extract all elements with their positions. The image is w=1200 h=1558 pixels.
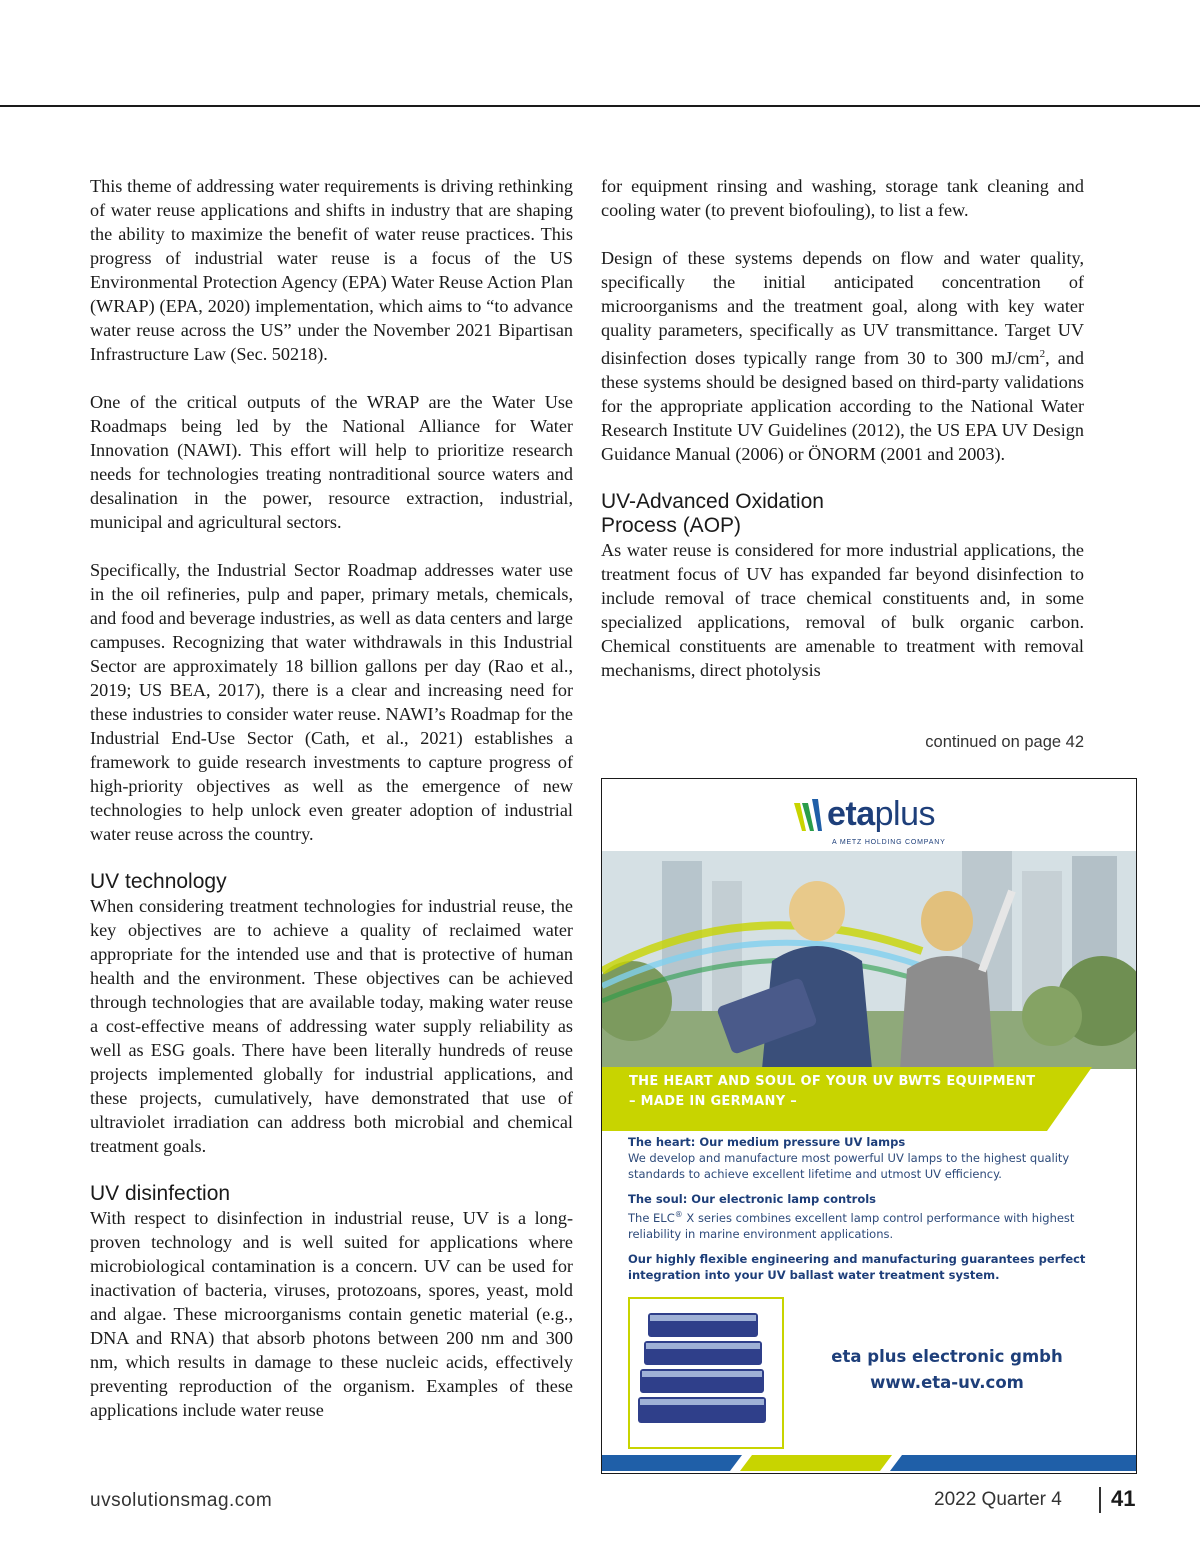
website-link[interactable]: www.eta-uv.com: [870, 1373, 1024, 1392]
advertisement[interactable]: [601, 778, 1137, 1474]
section-heading-aop: [601, 490, 1084, 538]
paragraph-text: Design of these systems depends on flow and water quality, specifically the initial anticipated concentration of microorganisms and the treatment goal, along with key water quality parameters, specifically as UV transmittance. Target UV disinfection doses typically range from 30 to 300 mJ/cm: [601, 248, 1084, 369]
ad-footer-stripes: [602, 1447, 1137, 1473]
logo-mark-icon: [792, 797, 828, 837]
footer-issue: 2022 Quarter 4: [934, 1489, 1062, 1510]
continued-note: continued on page 42: [925, 733, 1084, 751]
section-heading-uv-technology: UV technology: [90, 870, 227, 893]
paragraph: Specifically, the Industrial Sector Roadmap addresses water use in the oil refineries, pulp and paper, primary metals, chemicals, and food and beverage industries, as well as data centers and large campuses. Recognizing that water withdrawals in this Industrial Sector are approximately 18 billion gallons per day (Rao et al., 2019; US BEA, 2017), there is a clear and increasing need for these industries to consider water reuse. NAWI’s Roadmap for the Industrial End-Use Sector (Cath, et al., 2021) establishes a framework to guide research investments to capture progress of high-priority objectives as well as the emergence of new technologies to help unlock even greater adoption of industrial water reuse across the country.: [90, 560, 573, 844]
header-rule: [0, 105, 1200, 107]
lamp-controller-stack-icon: [630, 1299, 782, 1447]
superscript: 2: [1039, 348, 1046, 360]
ad-soul-text-b: X series combines excellent lamp control performance with highest reliability in marine environment applications.: [628, 1210, 1075, 1241]
ad-soul-text: [628, 1207, 1118, 1242]
paragraph: for equipment rinsing and washing, storage tank cleaning and cooling water (to prevent biofouling), to list a few.: [601, 176, 1084, 220]
paragraph: This theme of addressing water requirements is driving rethinking of water reuse applications and shifts in industry that are shaping the ability to maximize the benefit of water reuse practices. This progress of industrial water reuse is a focus of the US Environmental Protection Agency (EPA) Water Reuse Action Plan (WRAP) (EPA, 2020) implementation, which aims to “to advance water reuse across the US” under the November 2021 Bipartisan Infrastructure Law (Sec. 50218).: [90, 176, 573, 364]
ad-photo: [602, 851, 1137, 1069]
right-column: [601, 174, 1084, 706]
heading-line: UV-Advanced Oxidation: [601, 490, 824, 514]
ad-soul-title: The soul: Our electronic lamp controls: [628, 1192, 877, 1206]
paragraph-text: , and these systems should be designed based on third-party validations for the appropriate application according to the National Water Research Institute UV Guidelines (2012), the US EPA UV Design Guidance Manual (2006) or ÖNORM (2001 and 2003).: [601, 348, 1085, 465]
footer-separator: [1099, 1487, 1101, 1513]
heading-line: Process (AOP): [601, 514, 742, 538]
section-heading-uv-disinfection: UV disinfection: [90, 1182, 231, 1205]
paragraph: With respect to disinfection in industrial reuse, UV is a long-proven technology and is well suited for applications where microbiological contamination is a concern. UV can be used for inactivation of bacteria, viruses, protozoans, spores, yeast, mold and algae. These microorganisms contain genetic material (e.g., DNA and RNA) that absorb photons between 200 nm and 300 nm, which results in damage to these nucleic acids, effectively preventing reproduction of the organism. Examples of these applications include water reuse: [90, 1208, 573, 1420]
photo-illustration: [602, 851, 1137, 1069]
ad-soul-text-a: The ELC: [628, 1210, 675, 1225]
ad-heart-text: We develop and manufacture most powerful UV lamps to the highest quality standards to achieve excellent lifetime and utmost UV efficiency.: [628, 1151, 1070, 1181]
ad-body: [628, 1134, 1118, 1283]
ad-soul-block: [628, 1191, 1118, 1242]
logo-wordmark: [827, 795, 935, 834]
footer-site: uvsolutionsmag.com: [90, 1490, 273, 1511]
banner-line: THE HEART AND SOUL OF YOUR UV BWTS EQUIPMENT: [629, 1074, 1036, 1089]
ad-contact: [812, 1344, 1082, 1396]
logo-bold: eta: [827, 795, 875, 833]
logo-subtitle: A METZ HOLDING COMPANY: [832, 839, 946, 846]
banner-line: – MADE IN GERMANY –: [629, 1094, 798, 1109]
paragraph: When considering treatment technologies for industrial reuse, the key objectives are to achieve a quality of reclaimed water appropriate for the intended use and that is protective of human health and the environment. These objectives can be achieved through technologies that are available today, making water reuse a cost-effective means of addressing water supply reliability as well as ESG goals. There have been literally hundreds of reuse projects implemented globally for industrial applications, and these projects, cumulatively, have demonstrated that use of ultraviolet irradiation can address both microbial and chemical treatment goals.: [90, 896, 573, 1156]
logo-light: plus: [874, 795, 936, 833]
ad-heart-title: The heart: Our medium pressure UV lamps: [628, 1135, 906, 1149]
ad-guarantee: Our highly flexible engineering and manufacturing guarantees perfect integration into your UV ballast water treatment system.: [628, 1251, 1086, 1282]
product-image: [628, 1297, 784, 1449]
paragraph: [601, 246, 1084, 466]
paragraph: As water reuse is considered for more industrial applications, the treatment focus of UV has expanded far beyond disinfection to include removal of trace chemical constituents and, in some specialized applications, removal of bulk organic carbon. Chemical constituents are amenable to treatment with removal mechanisms, direct photolysis: [601, 540, 1084, 681]
paragraph: One of the critical outputs of the WRAP are the Water Use Roadmaps being led by the National Alliance for Water Innovation (NAWI). This effort will help to prioritize research needs for technologies treating nontraditional source waters and desalination in the power, resource extraction, industrial, municipal and agricultural sectors.: [90, 392, 573, 532]
left-column: [90, 174, 573, 1446]
ad-banner: [629, 1072, 1035, 1112]
ad-heart-block: [628, 1134, 1118, 1182]
registered-mark: ®: [674, 1210, 683, 1219]
eta-plus-logo: [792, 793, 962, 853]
page-number: 41: [1111, 1486, 1136, 1511]
company-name: eta plus electronic gmbh: [831, 1347, 1063, 1366]
